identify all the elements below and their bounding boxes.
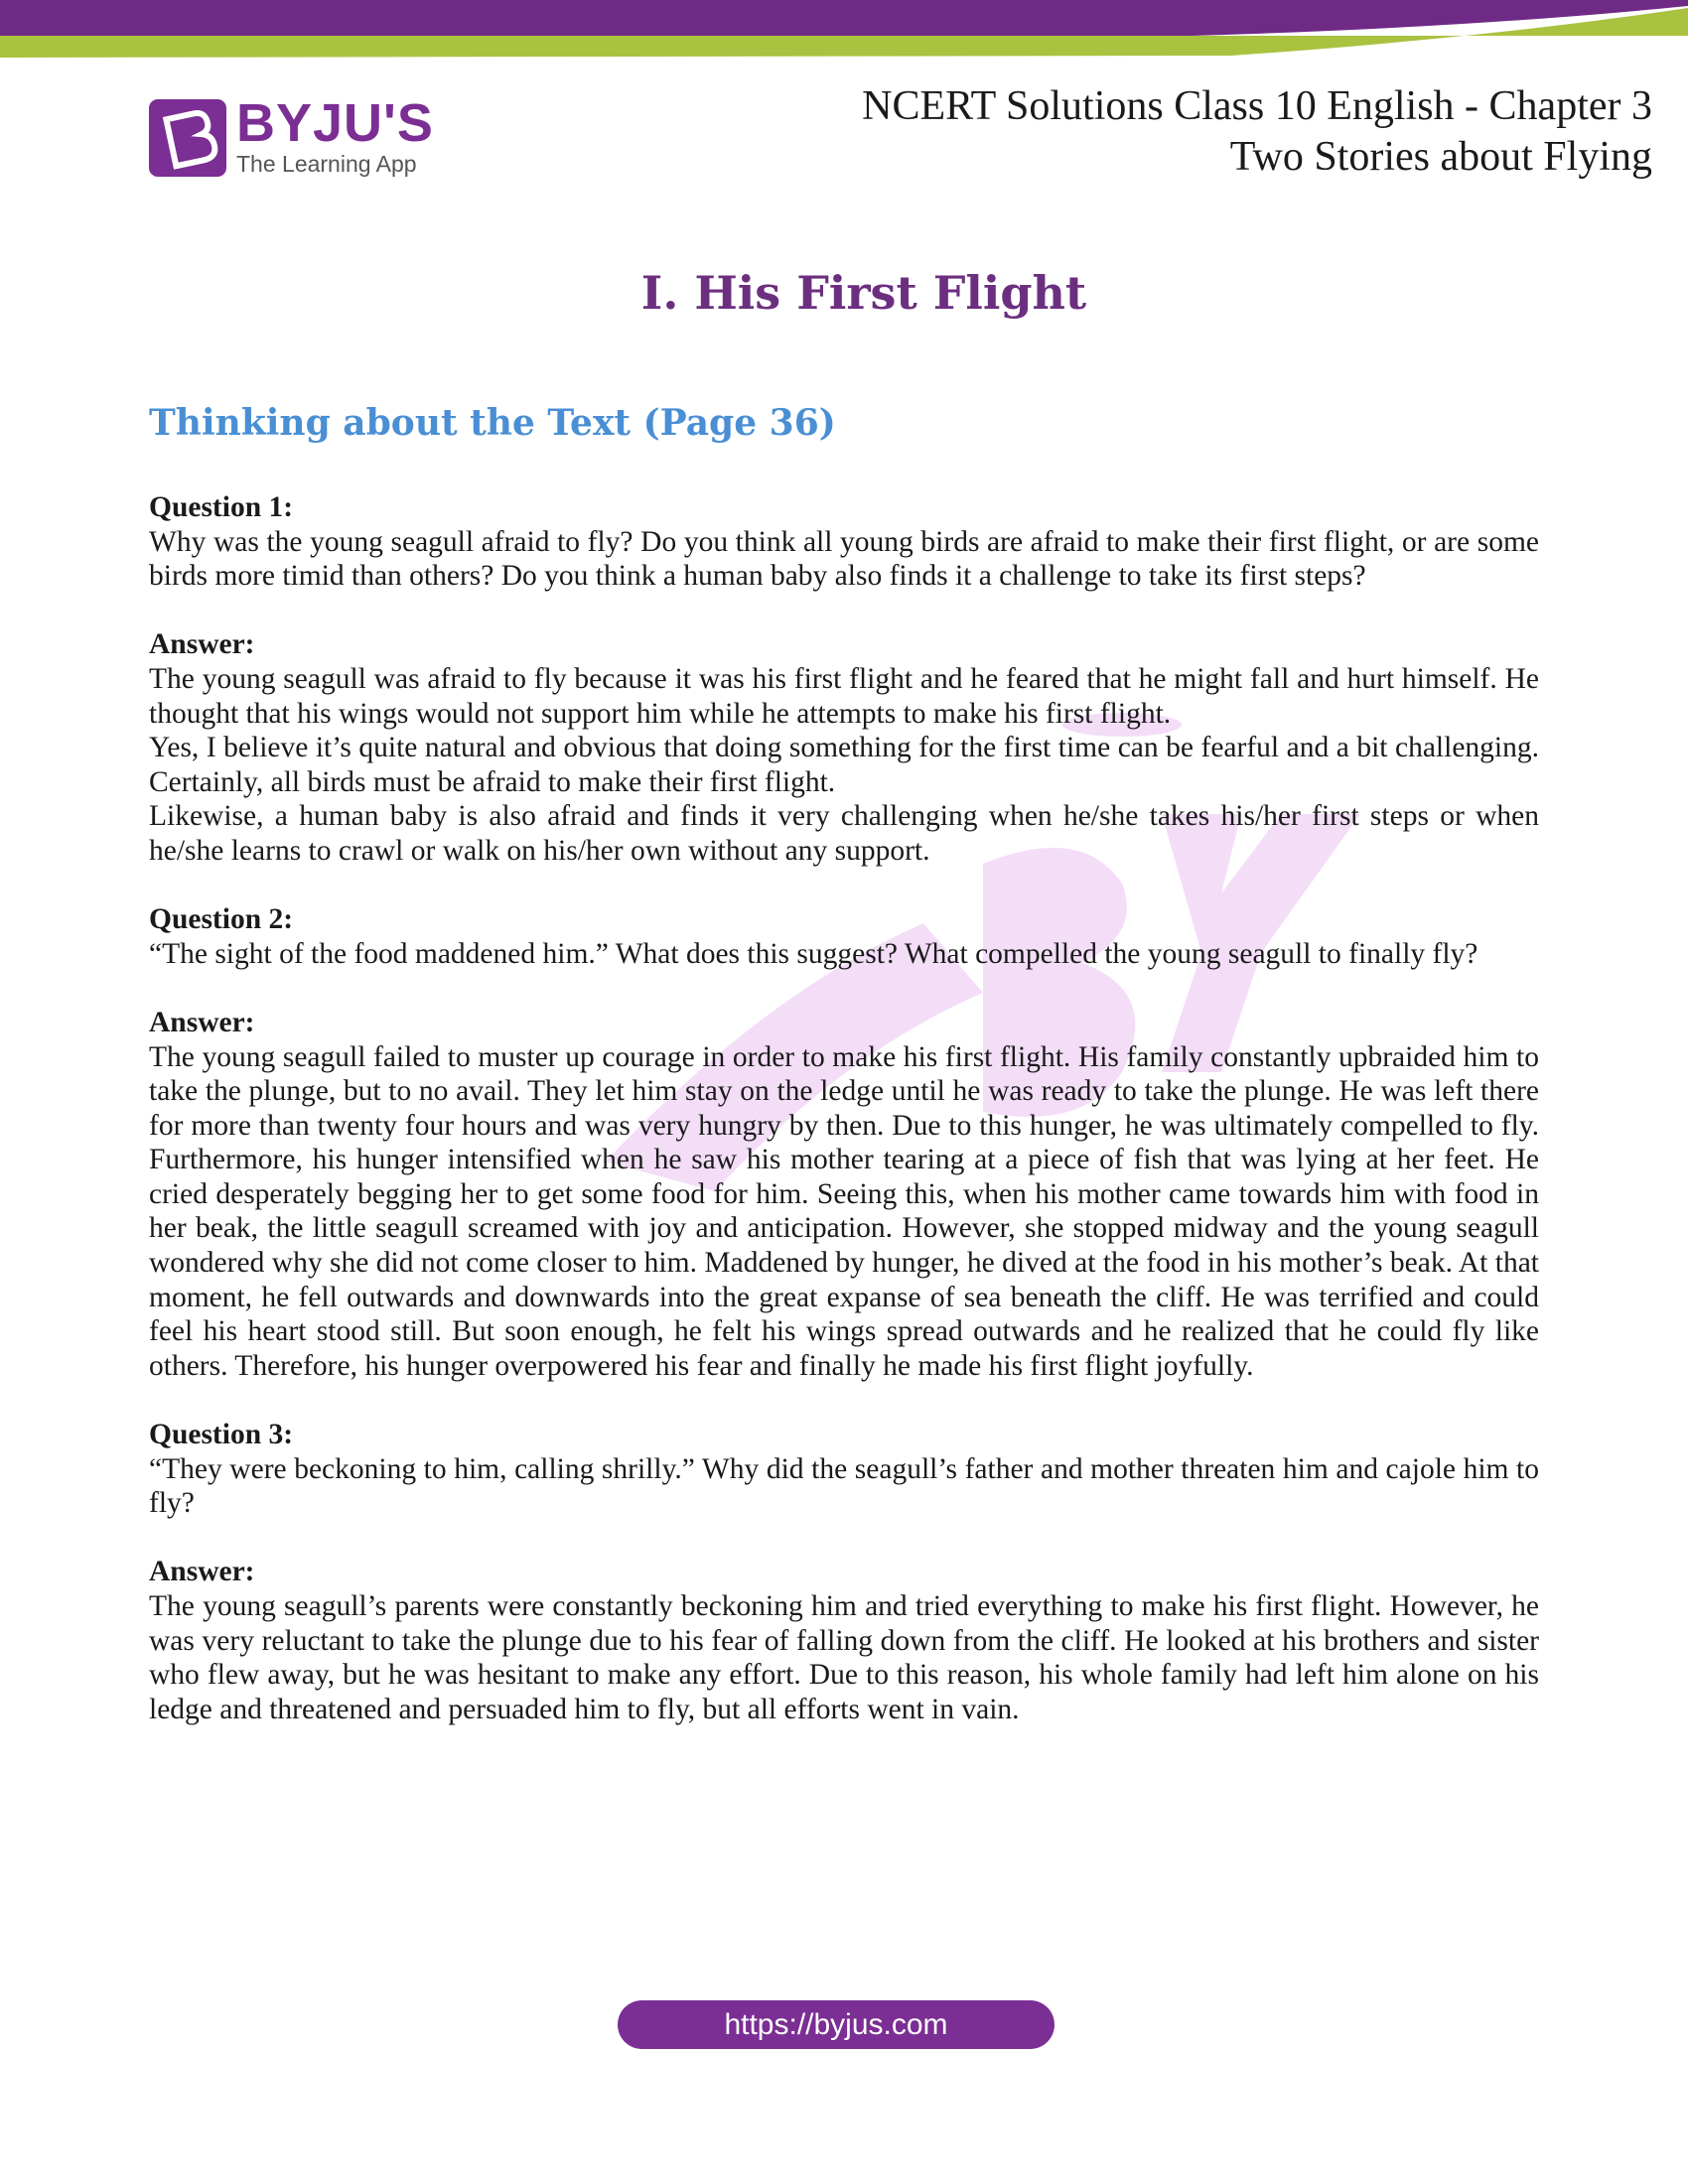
answer-paragraph: The young seagull failed to muster up courage in order to make his first flight. His family constantly upbraided him to take the plunge, but to no avail. They let him stay on the ledge until he was ready to take the plunge. He was left there for more than twenty four hours and was very hungry by then. Due to this hunger, he was ultimately compelled to fly. Furthermore, his hunger intensified when he saw his mother tearing at a piece of fish that was lying at her feet. He cried desperately begging her to get some food for him. Seeing this, when his mother came towards him with food in her beak, the little seagull screamed with joy and anticipation. However, she stopped midway and the young seagull wondered why she did not come closer to him. Maddened by hunger, he dived at the food in his mother’s beak. At that moment, he fell outwards and downwards into the great expanse of sea beneath the cliff. He was terrified and could feel his heart stood still. But soon enough, he felt his wings spread outwards and he realized that he could fly like others. Therefore, his hunger overpowered his fear and finally he made his first flight joyfully. <box>149 1040 1539 1382</box>
answer-label: Answer: <box>149 1556 255 1588</box>
footer-url-link[interactable]: https://byjus.com <box>618 2000 1055 2049</box>
document-header-title <box>862 81 1652 183</box>
qa-block <box>149 1418 1539 1726</box>
byjus-logo-mark <box>149 99 226 177</box>
top-decorative-band <box>0 0 1688 62</box>
answer-label: Answer: <box>149 1006 255 1038</box>
header-title-line-2: Two Stories about Flying <box>1229 134 1652 180</box>
answer-paragraph: Likewise, a human baby is also afraid and finds it very challenging when he/she takes his/her first steps or when he/she learns to crawl or walk on his/her own without any support. <box>149 800 1539 867</box>
qa-content <box>149 490 1539 1726</box>
qa-block <box>149 490 1539 869</box>
header-title-line-1: NCERT Solutions Class 10 English - Chapter 3 <box>862 83 1652 129</box>
question-text: “The sight of the food maddened him.” What does this suggest? What compelled the young seagull to finally fly? <box>149 937 1478 970</box>
brand-tagline: The Learning App <box>236 151 417 177</box>
byjus-logo <box>149 93 437 183</box>
section-heading: Thinking about the Text (Page 36) <box>149 402 836 444</box>
answer-paragraph: The young seagull’s parents were constantly beckoning him and tried everything to make his first flight. However, he was very reluctant to take the plunge due to his fear of falling down from the cliff. He looked at his brothers and sister who flew away, but he was hesitant to make any effort. Due to this reason, his whole family had left him alone on his ledge and threatened and persuaded him to fly, but all efforts went in vain. <box>149 1590 1539 1725</box>
brand-name: BYJU'S <box>236 93 434 153</box>
question-label: Question 2: <box>149 903 294 936</box>
question-label: Question 3: <box>149 1419 294 1451</box>
qa-block <box>149 902 1539 1383</box>
question-text: “They were beckoning to him, calling shrilly.” Why did the seagull’s father and mother threaten him and cajole him to fly? <box>149 1452 1539 1520</box>
question-label: Question 1: <box>149 491 294 523</box>
question-text: Why was the young seagull afraid to fly? Do you think all young birds are afraid to make their first flight, or are some birds more timid than others? Do you think a human baby also finds it a challenge to take its first steps? <box>149 525 1539 593</box>
document-title: I. His First Flight <box>640 266 1087 320</box>
answer-paragraph: Yes, I believe it’s quite natural and obvious that doing something for the first time can be fearful and a bit challenging. Certainly, all birds must be afraid to make their first flight. <box>149 732 1539 798</box>
answer-paragraph: The young seagull was afraid to fly because it was his first flight and he feared that he might fall and hurt himself. He thought that his wings would not support him while he attempts to make his first flight. <box>149 662 1539 730</box>
answer-label: Answer: <box>149 628 255 661</box>
